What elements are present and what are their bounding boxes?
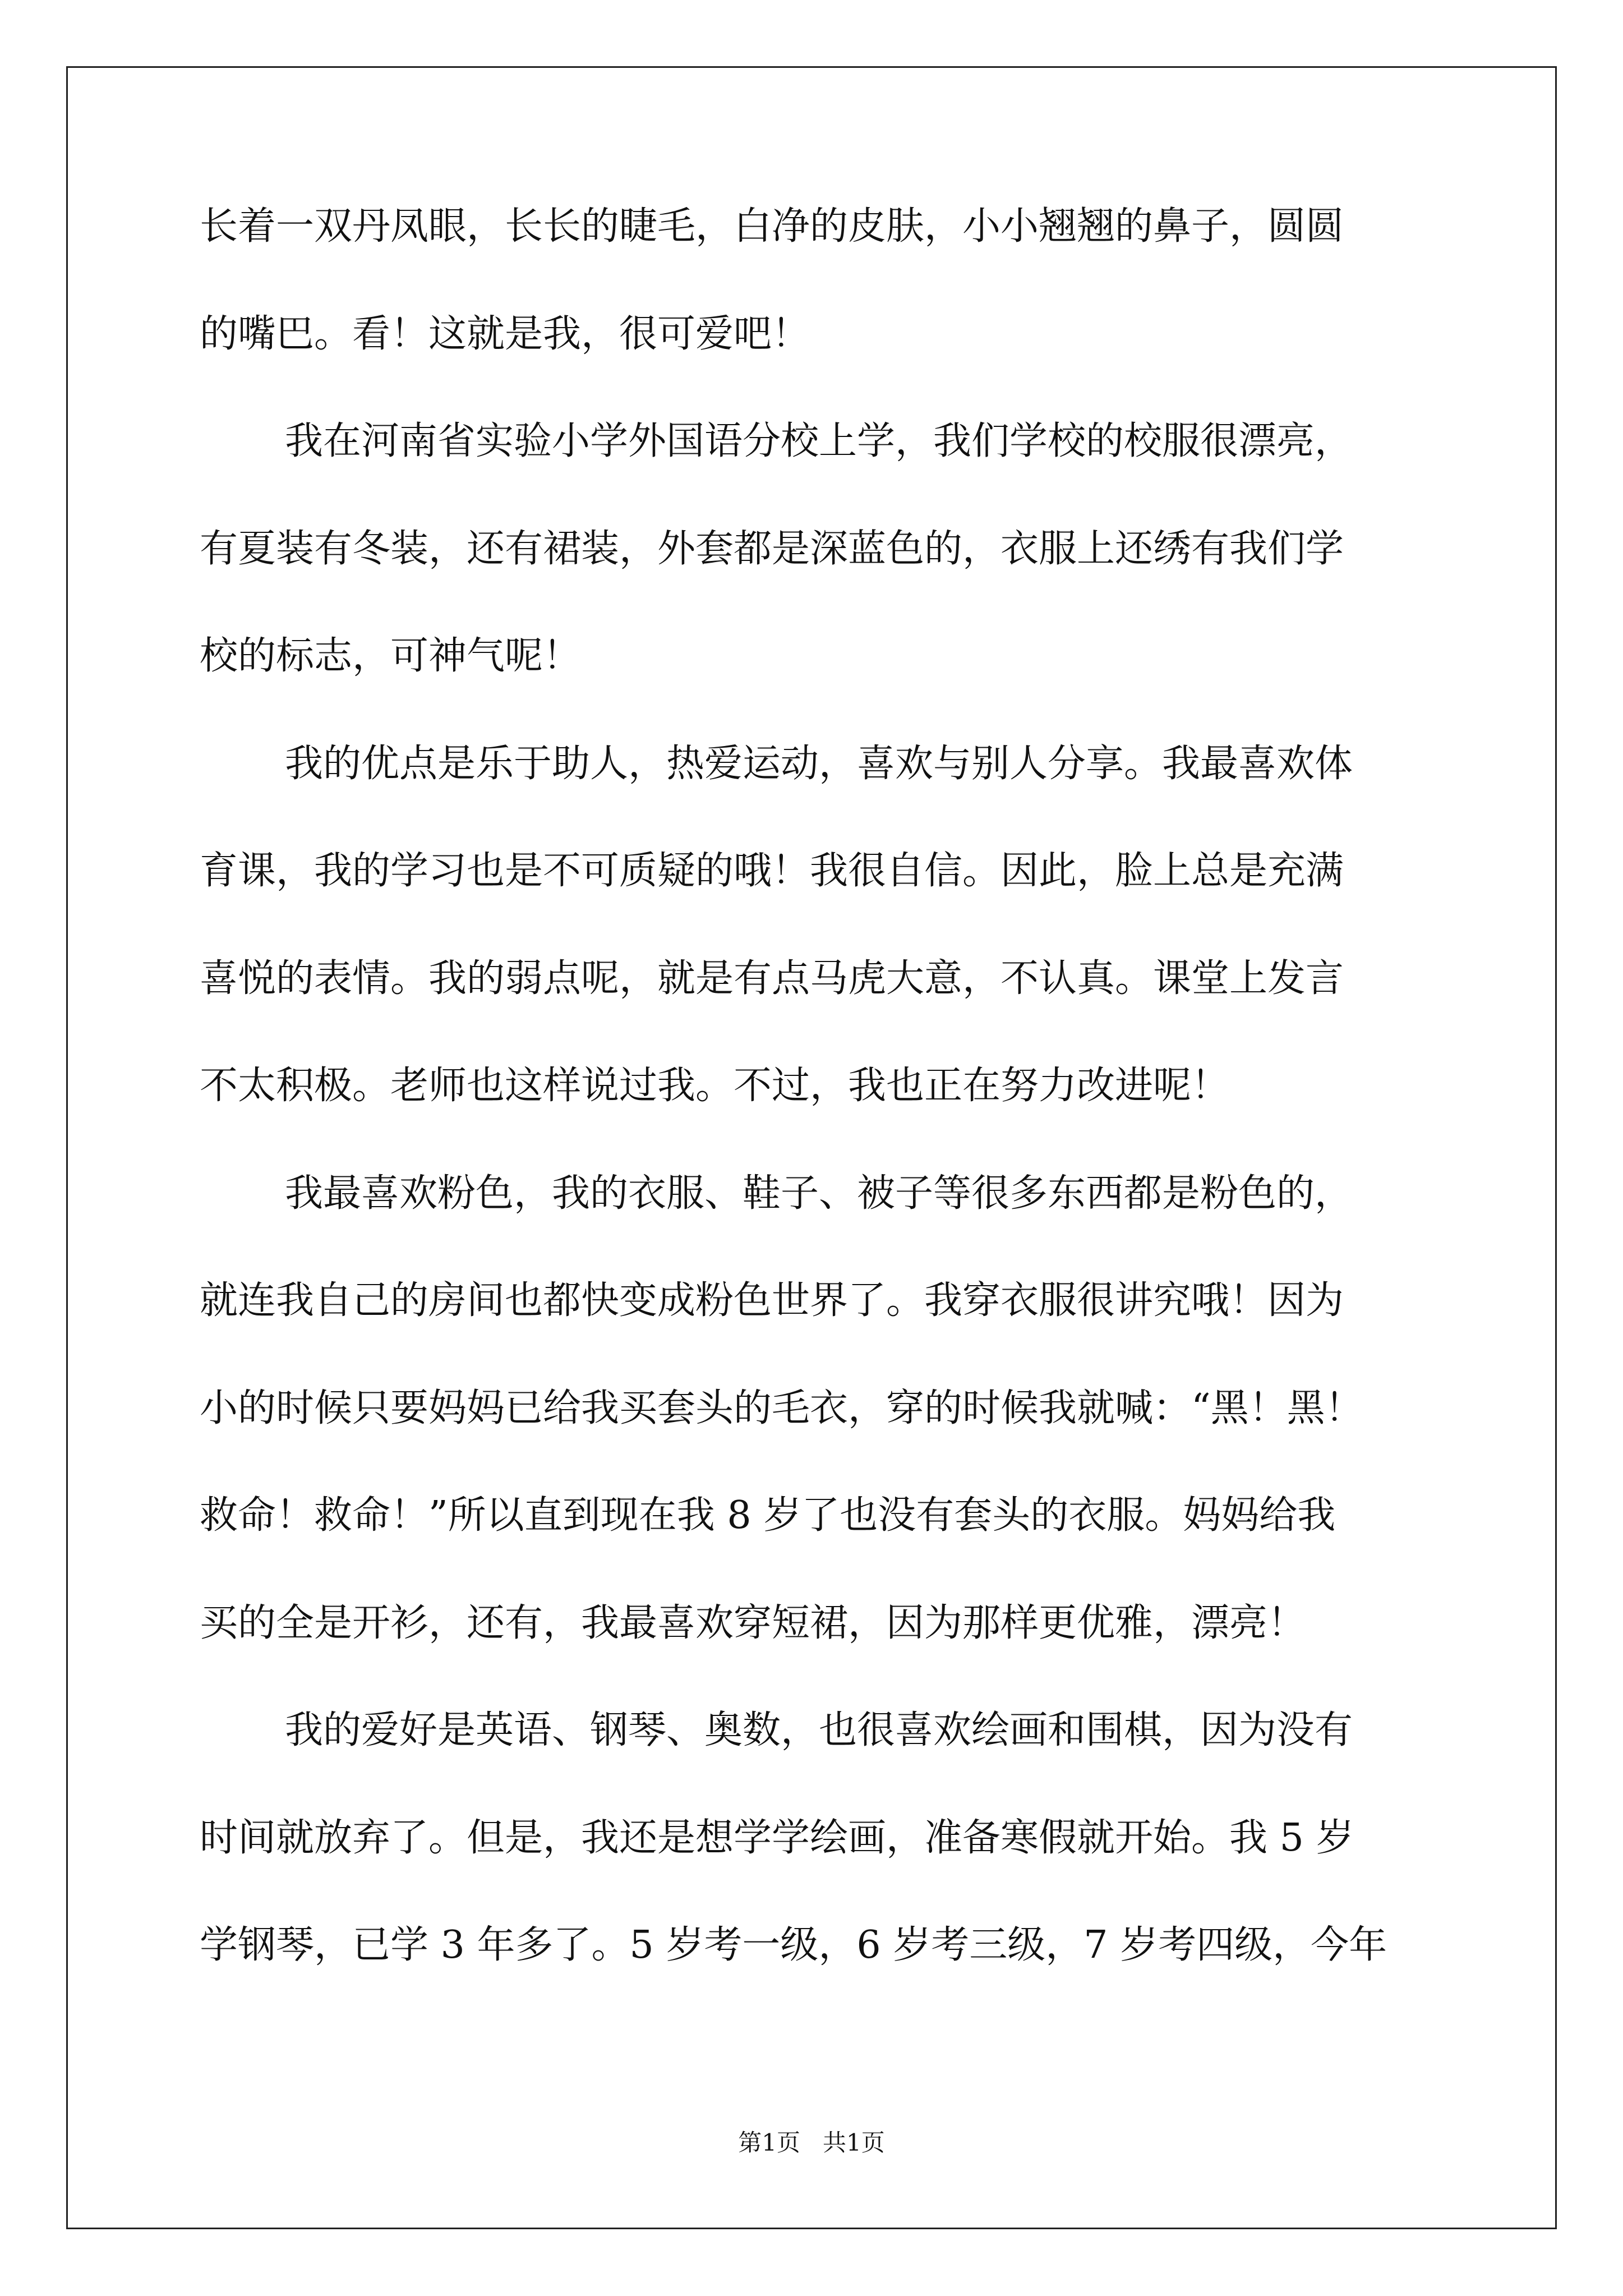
paragraph-start-line: 我最喜欢粉色，我的衣服、鞋子、被子等很多东西都是粉色的， bbox=[285, 1171, 1353, 1216]
text-line: 不太积极。老师也这样说过我。不过，我也正在努力改进呢！ bbox=[200, 1064, 1230, 1108]
text-line: 喜悦的表情。我的弱点呢，就是有点马虎大意，不认真。课堂上发言 bbox=[200, 956, 1344, 1001]
paragraph-start-line: 我在河南省实验小学外国语分校上学，我们学校的校服很漂亮， bbox=[285, 419, 1353, 463]
text-line: 救命！救命！”所以直到现在我 8 岁了也没有套头的衣服。妈妈给我 bbox=[200, 1493, 1336, 1538]
text-line: 买的全是开衫，还有，我最喜欢穿短裙，因为那样更优雅，漂亮！ bbox=[200, 1600, 1306, 1645]
text-line: 育课，我的学习也是不可质疑的哦！我很自信。因此，脸上总是充满 bbox=[200, 849, 1344, 893]
text-line: 时间就放弃了。但是，我还是想学学绘画，准备寒假就开始。我 5 岁 bbox=[200, 1815, 1354, 1860]
paragraph-start-line: 我的爱好是英语、钢琴、奥数，也很喜欢绘画和围棋，因为没有 bbox=[285, 1708, 1353, 1752]
text-line: 的嘴巴。看！这就是我，很可爱吧！ bbox=[200, 311, 810, 356]
paragraph-start-line: 我的优点是乐于助人，热爱运动，喜欢与别人分享。我最喜欢体 bbox=[285, 741, 1353, 786]
page-number-footer: 第1页 共1页 bbox=[738, 2129, 885, 2156]
text-line: 学钢琴，已学 3 年多了。5 岁考一级，6 岁考三级，7 岁考四级，今年 bbox=[200, 1923, 1387, 1967]
text-line: 就连我自己的房间也都快变成粉色世界了。我穿衣服很讲究哦！因为 bbox=[200, 1278, 1344, 1323]
text-line: 小的时候只要妈妈已给我买套头的毛衣，穿的时候我就喊：“黑！黑！ bbox=[200, 1386, 1363, 1430]
text-line: 有夏装有冬装，还有裙装，外套都是深蓝色的，衣服上还绣有我们学 bbox=[200, 526, 1344, 571]
text-line: 校的标志，可神气呢！ bbox=[200, 634, 582, 678]
text-line: 长着一双丹凤眼，长长的睫毛，白净的皮肤，小小翘翘的鼻子，圆圆 bbox=[200, 204, 1344, 249]
document-body bbox=[200, 204, 1428, 2034]
